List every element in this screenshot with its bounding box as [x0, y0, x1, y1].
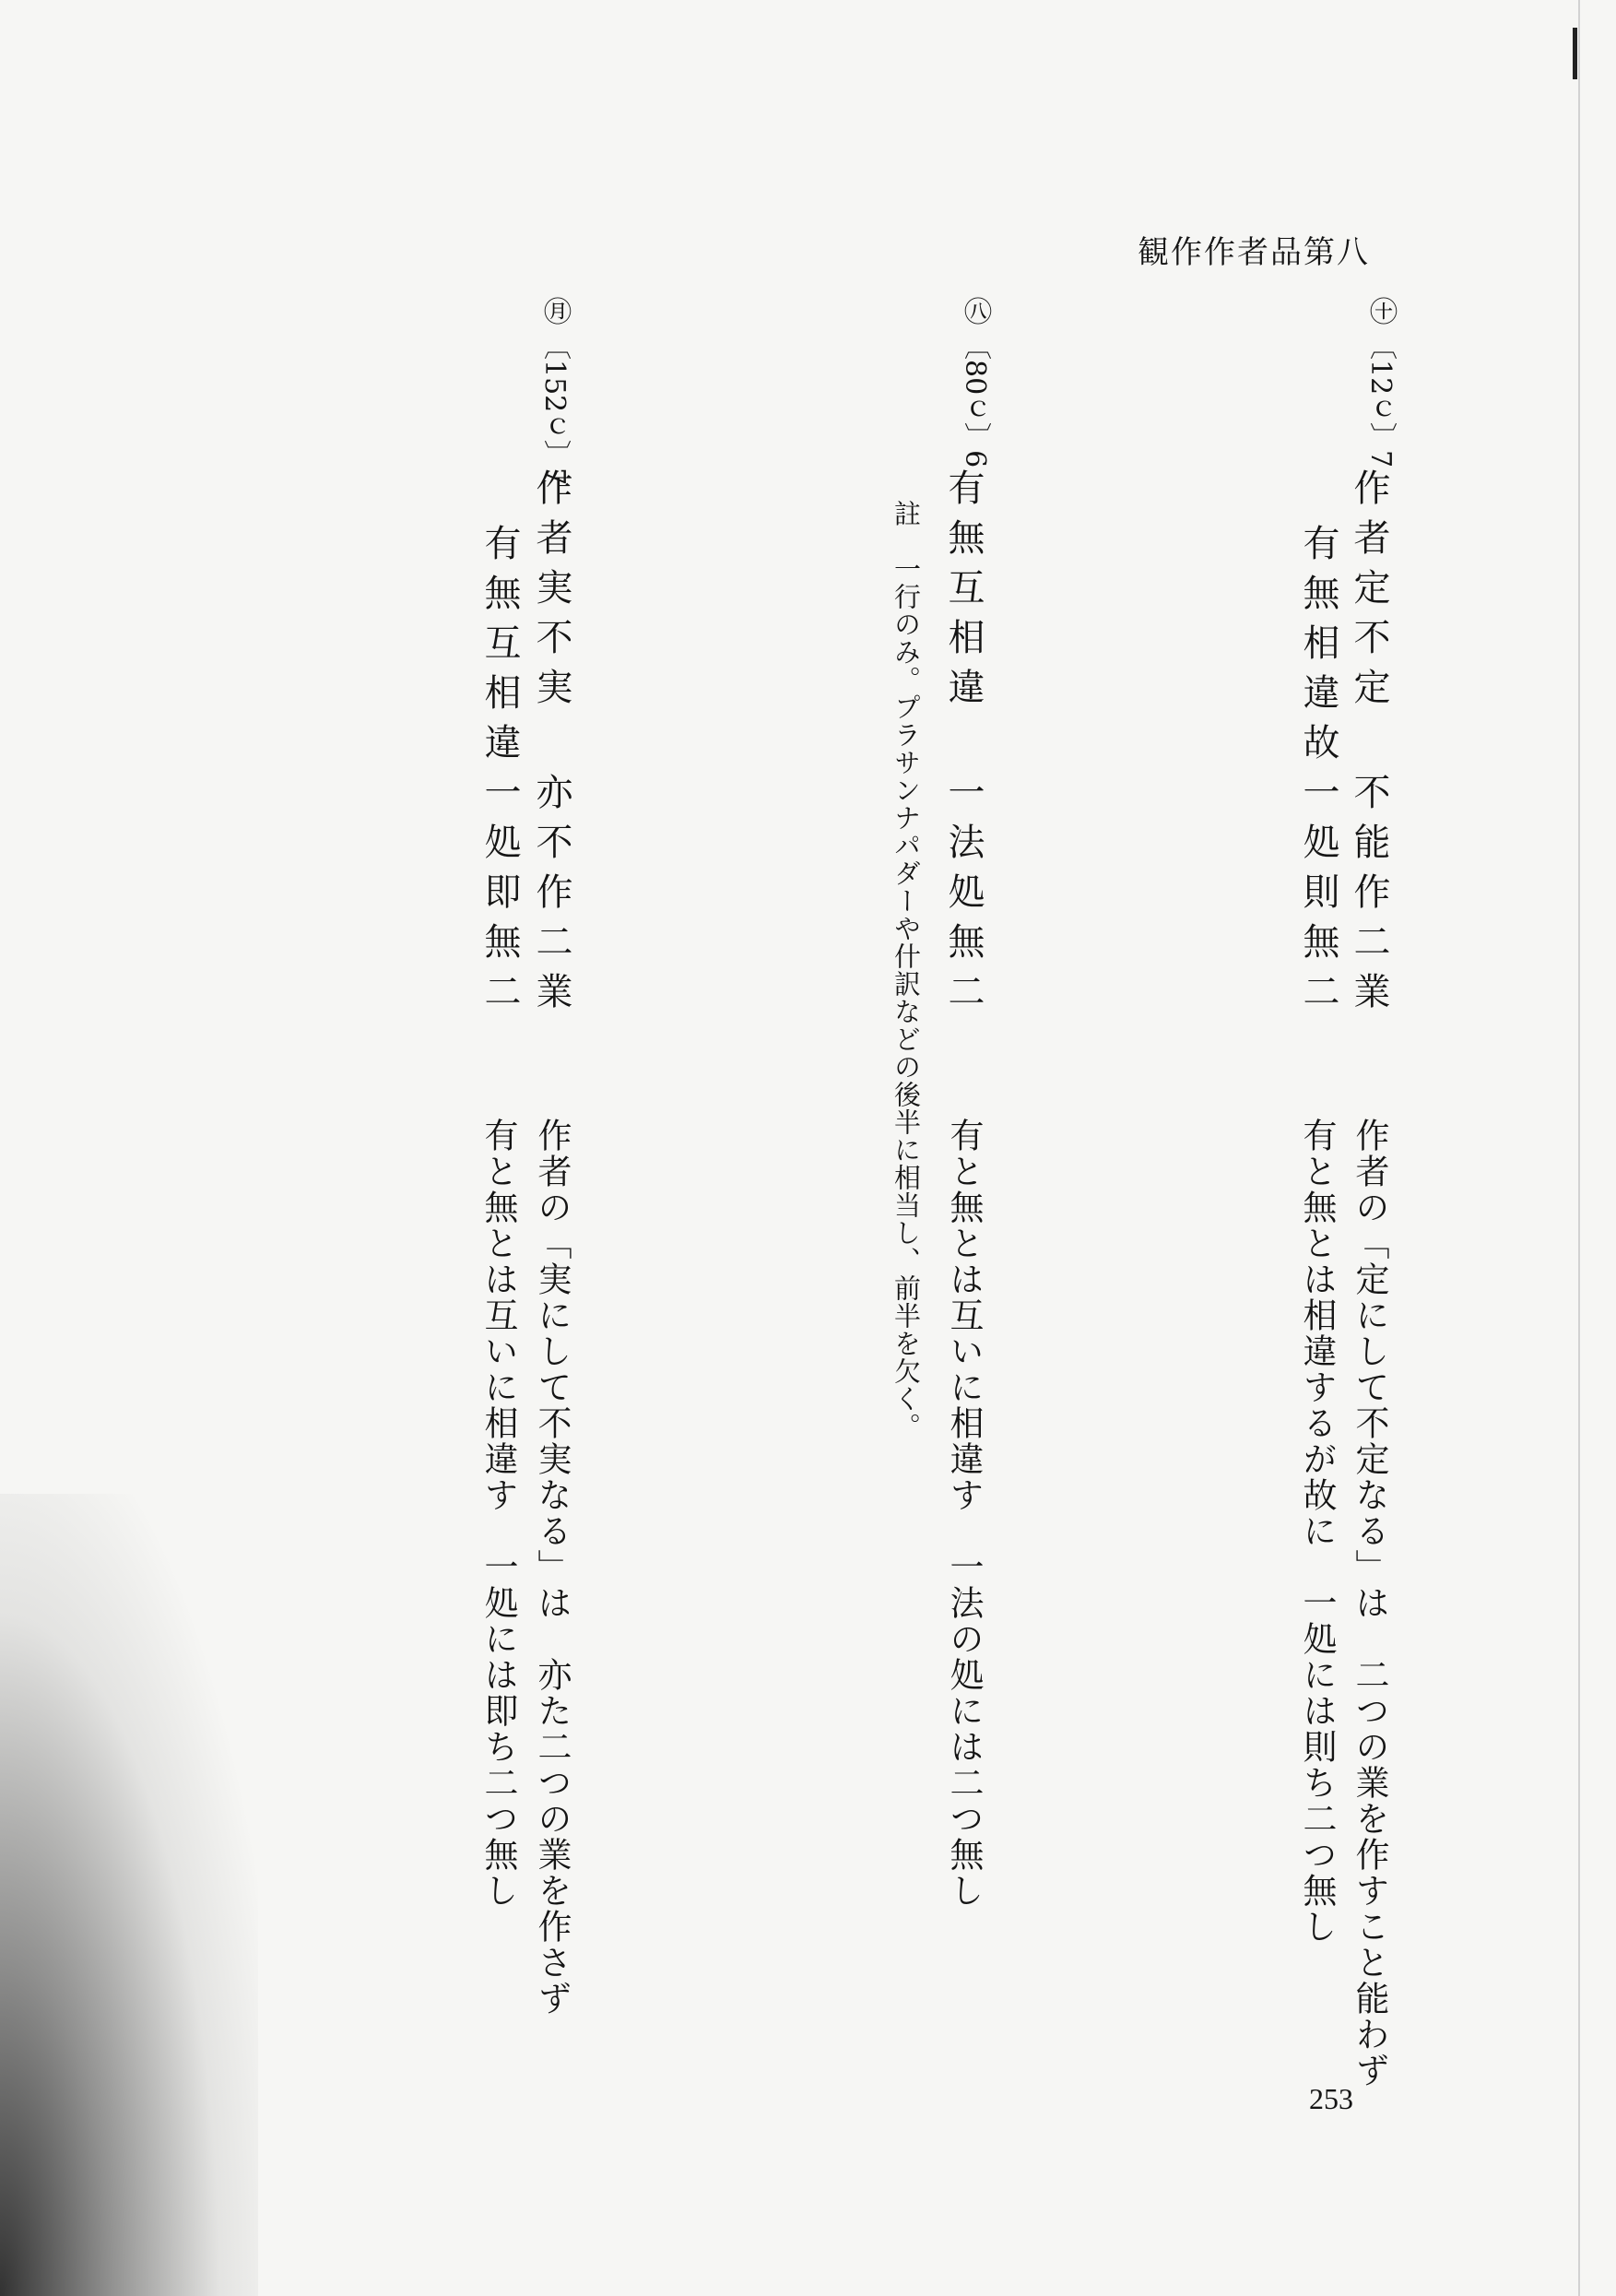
verse-1-mark: ㊉ — [1364, 297, 1397, 325]
verse-3-translation-1: 作者の「実にして不実なる」は 亦た二つの業を作さず — [532, 1118, 572, 2017]
verse-1-line2b: 一処則無二 — [1297, 773, 1339, 1022]
verse-1-translation-1: 作者の「定にして不定なる」は 二つの業を作すこと能わず — [1350, 1118, 1389, 2089]
verse-2-ref: 〔80ｃ〕6 — [959, 332, 991, 468]
verse-2-line1b: 一法処無二 — [942, 773, 985, 1022]
verse-3-line1a: 作者実不実 — [530, 468, 572, 717]
verse-1-translation-2: 有と無とは相違するが故に 一処には則ち二つ無し — [1297, 1118, 1337, 1945]
chapter-header: 観作作者品第八 — [1138, 234, 1370, 271]
verse-2-translation-1: 有と無とは互いに相違す 一法の処には二つ無し — [944, 1118, 984, 1909]
verse-1-line2a: 有無相違故 — [1297, 524, 1339, 773]
verse-3-mark: ㊊ — [538, 297, 571, 325]
verse-2-line1a: 有無互相違 — [942, 468, 985, 717]
verse-2-note: 註 一行のみ。プラサンナパダーや什訳などの後半に相当し、前半を欠く。 — [891, 500, 922, 1440]
verse-3-line1b: 亦不作二業 — [530, 773, 572, 1022]
verse-2-mark: ㊇ — [959, 297, 991, 325]
page-number: 253 — [1309, 2082, 1353, 2115]
verse-1-line1b: 不能作二業 — [1348, 773, 1390, 1022]
verse-3-line2b: 一処即無二 — [478, 773, 521, 1022]
verse-1-line1a: 作者定不定 — [1348, 468, 1390, 717]
scan-shadow — [0, 1494, 258, 2296]
verse-3-ref: 〔152ｃ〕7 — [538, 332, 571, 486]
verse-3-line2a: 有無互相違 — [478, 524, 521, 773]
verse-3-translation-2: 有と無とは互いに相違す 一処には即ち二つ無し — [478, 1118, 518, 1909]
verse-1-ref: 〔12ｃ〕7 — [1364, 332, 1397, 468]
page-edge-line — [1578, 0, 1580, 2296]
page-edge-mark — [1573, 28, 1577, 79]
